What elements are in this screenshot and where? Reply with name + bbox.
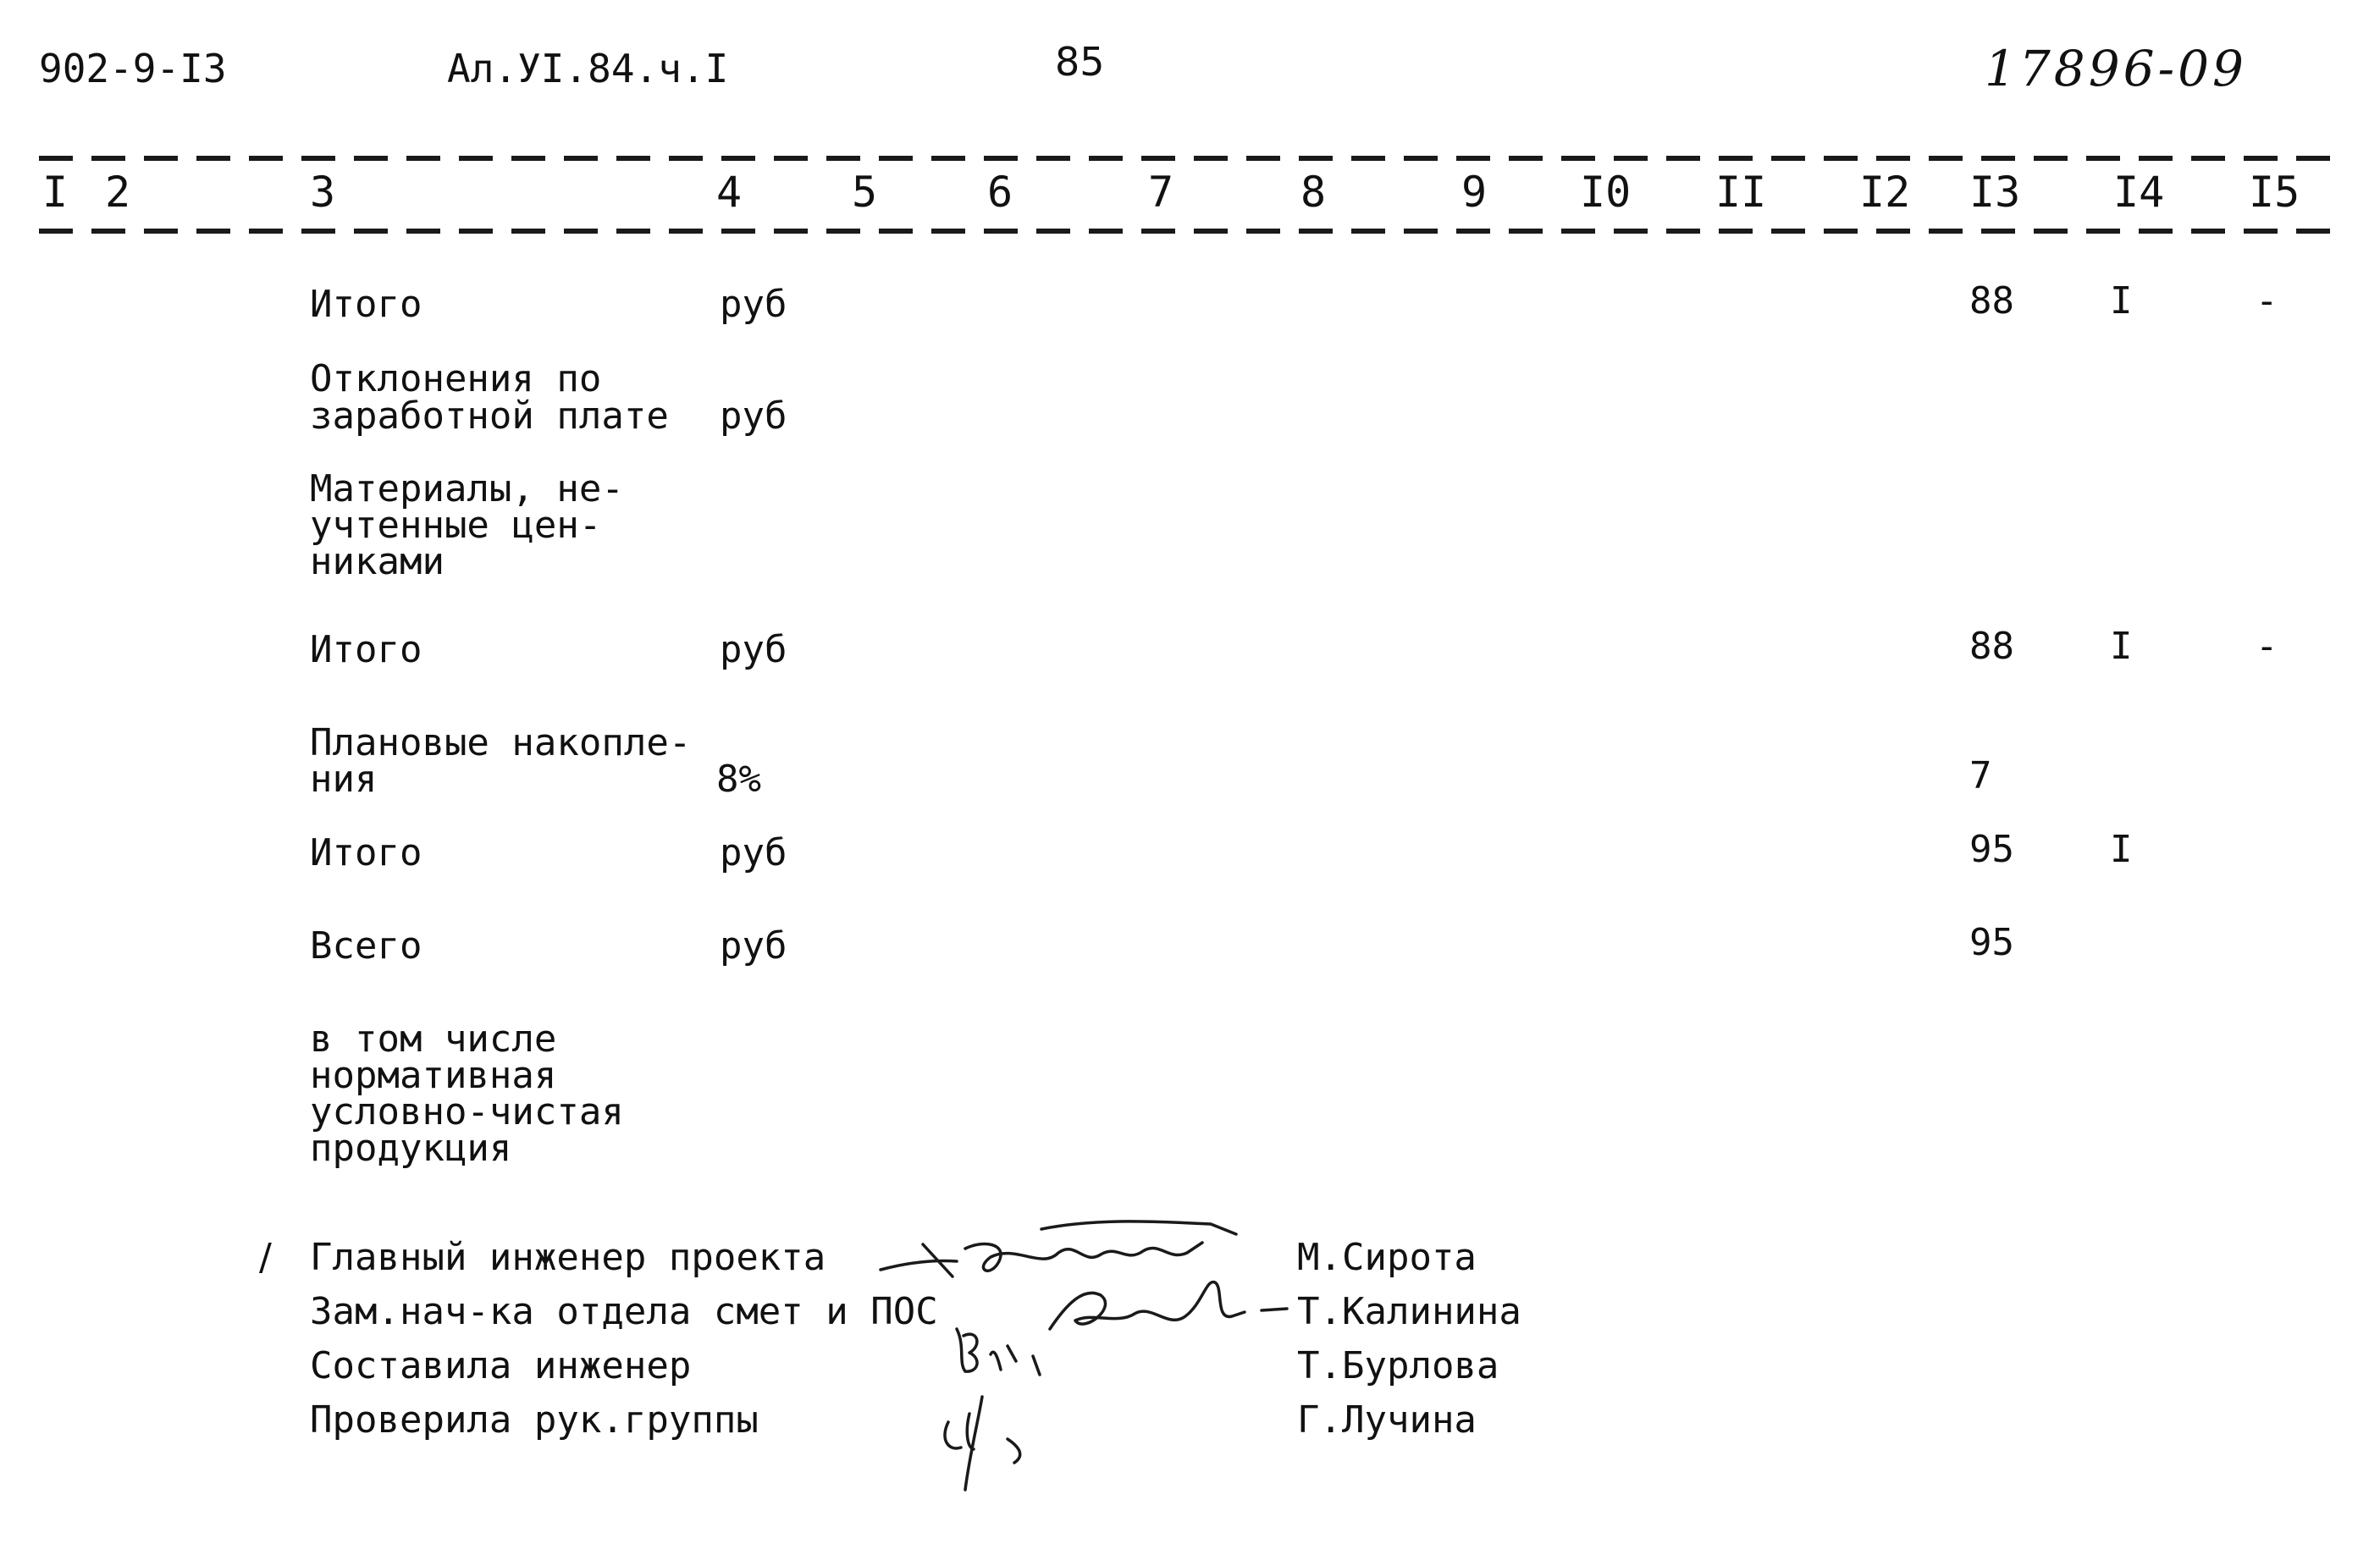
document-code: 902-9-I3	[39, 46, 227, 91]
row-value-col13: 88	[1969, 625, 2014, 668]
column-header-15: I5	[2249, 168, 2300, 217]
row-description-line-3: никами	[310, 540, 445, 583]
row-unit: руб	[720, 628, 787, 671]
row-value-col13: 95	[1969, 921, 2014, 964]
row-description: Итого	[310, 628, 422, 671]
column-header-11: II	[1715, 168, 1767, 217]
row-value-col14: I	[2110, 828, 2133, 871]
row-description: Итого	[310, 283, 422, 326]
row-description-line-1: Материалы, не-	[310, 467, 624, 510]
column-header-12: I2	[1859, 168, 1911, 217]
row-value-col13: 88	[1969, 279, 2014, 323]
signatory-role: Зам.нач-ка отдела смет и ПОС	[310, 1290, 938, 1333]
column-header-14: I4	[2113, 168, 2165, 217]
row-description-line-1: Плановые накопле-	[310, 721, 692, 764]
column-header-10: I0	[1580, 168, 1632, 217]
column-header-6: 6	[987, 168, 1013, 217]
column-header-3: 3	[310, 168, 336, 217]
signatory-name: М.Сирота	[1297, 1236, 1477, 1279]
row-description-line-3: условно-чистая	[310, 1090, 624, 1133]
header-top-rule	[39, 156, 2342, 161]
signatory-name: Г.Лучина	[1297, 1398, 1477, 1442]
row-description: Итого	[310, 831, 422, 874]
signatory-name: Т.Калинина	[1297, 1290, 1521, 1333]
column-header-1: I	[42, 168, 69, 217]
row-value-col14: I	[2110, 279, 2133, 323]
row-unit: руб	[720, 831, 787, 874]
row-value-col15: -	[2256, 625, 2278, 668]
signature-glyph-reviewer	[914, 1371, 1084, 1507]
row-description: Всего	[310, 924, 422, 968]
check-mark: /	[259, 1236, 272, 1279]
header-bottom-rule	[39, 229, 2342, 234]
row-value-col13: 95	[1969, 828, 2014, 871]
row-value-col15: -	[2256, 279, 2278, 323]
page-number: 85	[1055, 39, 1105, 85]
row-description-line-2: учтенные цен-	[310, 504, 602, 547]
row-description-line-2: нормативная	[310, 1054, 557, 1097]
column-header-2: 2	[105, 168, 131, 217]
inventory-number: 17896-09	[1985, 40, 2247, 97]
row-unit: руб	[720, 394, 787, 438]
signatory-name: Т.Бурлова	[1297, 1344, 1499, 1387]
row-value-col14: I	[2110, 625, 2133, 668]
row-description-line-2: ния	[310, 758, 378, 801]
column-header-7: 7	[1148, 168, 1174, 217]
column-header-8: 8	[1300, 168, 1327, 217]
column-header-9: 9	[1461, 168, 1488, 217]
row-value-col13: 7	[1969, 754, 1992, 797]
row-description-line-1: в том числе	[310, 1017, 557, 1061]
signatory-role: Главный инженер проекта	[310, 1236, 826, 1279]
row-description-line-2: заработной плате	[310, 394, 669, 438]
row-description-line-4: продукция	[310, 1127, 512, 1170]
album-reference: Ал.УI.84.ч.I	[447, 46, 729, 91]
row-unit: 8%	[716, 758, 761, 801]
column-header-4: 4	[716, 168, 743, 217]
row-description-line-1: Отклонения по	[310, 357, 602, 400]
signatory-role: Составила инженер	[310, 1344, 692, 1387]
row-unit: руб	[720, 924, 787, 968]
signatory-role: Проверила рук.группы	[310, 1398, 759, 1442]
column-header-5: 5	[852, 168, 878, 217]
column-header-13: I3	[1969, 168, 2021, 217]
row-unit: руб	[720, 283, 787, 326]
